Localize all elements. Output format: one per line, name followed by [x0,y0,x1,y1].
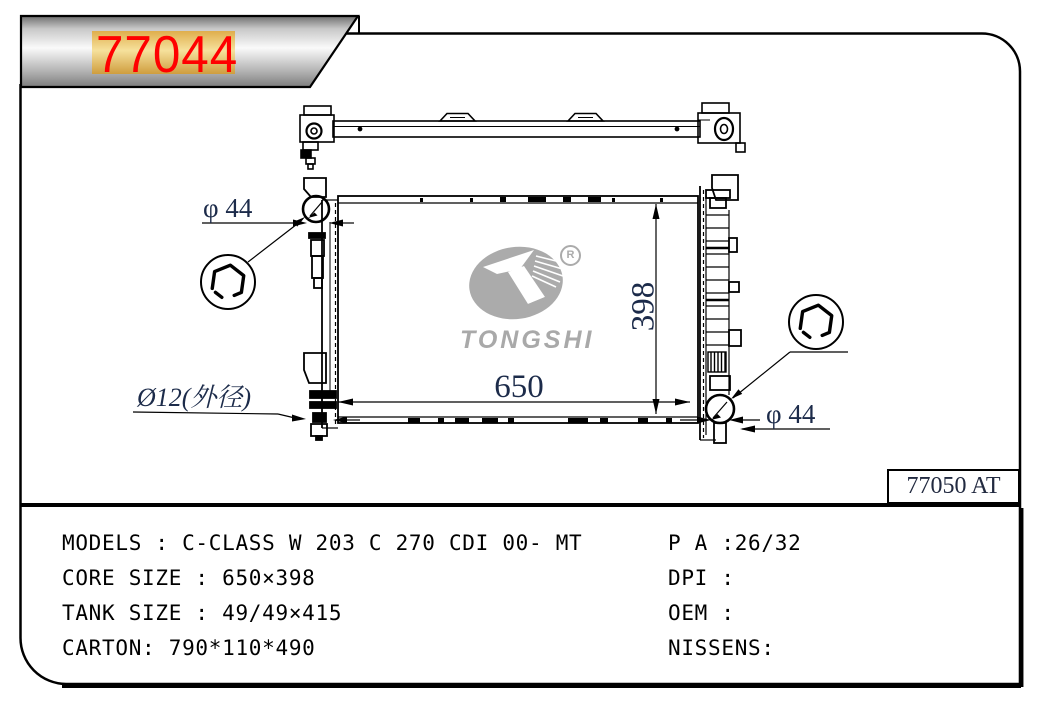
dim-filler-neck-label: φ 44 [203,193,253,223]
filler-neck [303,196,329,222]
dim-drain-label: Ø12(外径) [137,383,252,412]
spec-core-size: CORE SIZE : 650×398 [62,566,316,590]
spec-nissens: NISSENS: [668,636,775,660]
spec-oem: OEM : [668,601,735,625]
cap-detail-left-icon [201,217,305,309]
dim-outlet-label: φ 44 [766,399,816,429]
part-number: 77044 [96,26,239,84]
tank-ladder [706,215,729,345]
tank-hatch [708,352,726,372]
spec-pa: P A :26/32 [668,531,802,555]
top-view-right-fitting [698,103,745,152]
part-code: 77050 AT [906,473,1001,499]
registered-trademark-icon: R [560,245,581,266]
header-tabs [420,197,663,202]
watermark-brand-text: TONGSHI [460,326,595,354]
spec-models: MODELS : C-CLASS W 203 C 270 CDI 00- MT [62,531,583,555]
cap-detail-right-icon [731,295,848,399]
dim-398-label: 398 [625,281,662,332]
top-view-left-fitting [300,106,334,169]
spec-dpi: DPI : [668,566,735,590]
tongshi-logo [464,241,568,325]
dim-650-label: 650 [494,369,544,405]
right-tank [700,175,741,440]
top-view-drawing [300,103,745,169]
outlet-pipe [706,395,734,443]
spec-carton: CARTON: 790*110*490 [62,636,316,660]
spec-tank-size: TANK SIZE : 49/49×415 [62,601,343,625]
